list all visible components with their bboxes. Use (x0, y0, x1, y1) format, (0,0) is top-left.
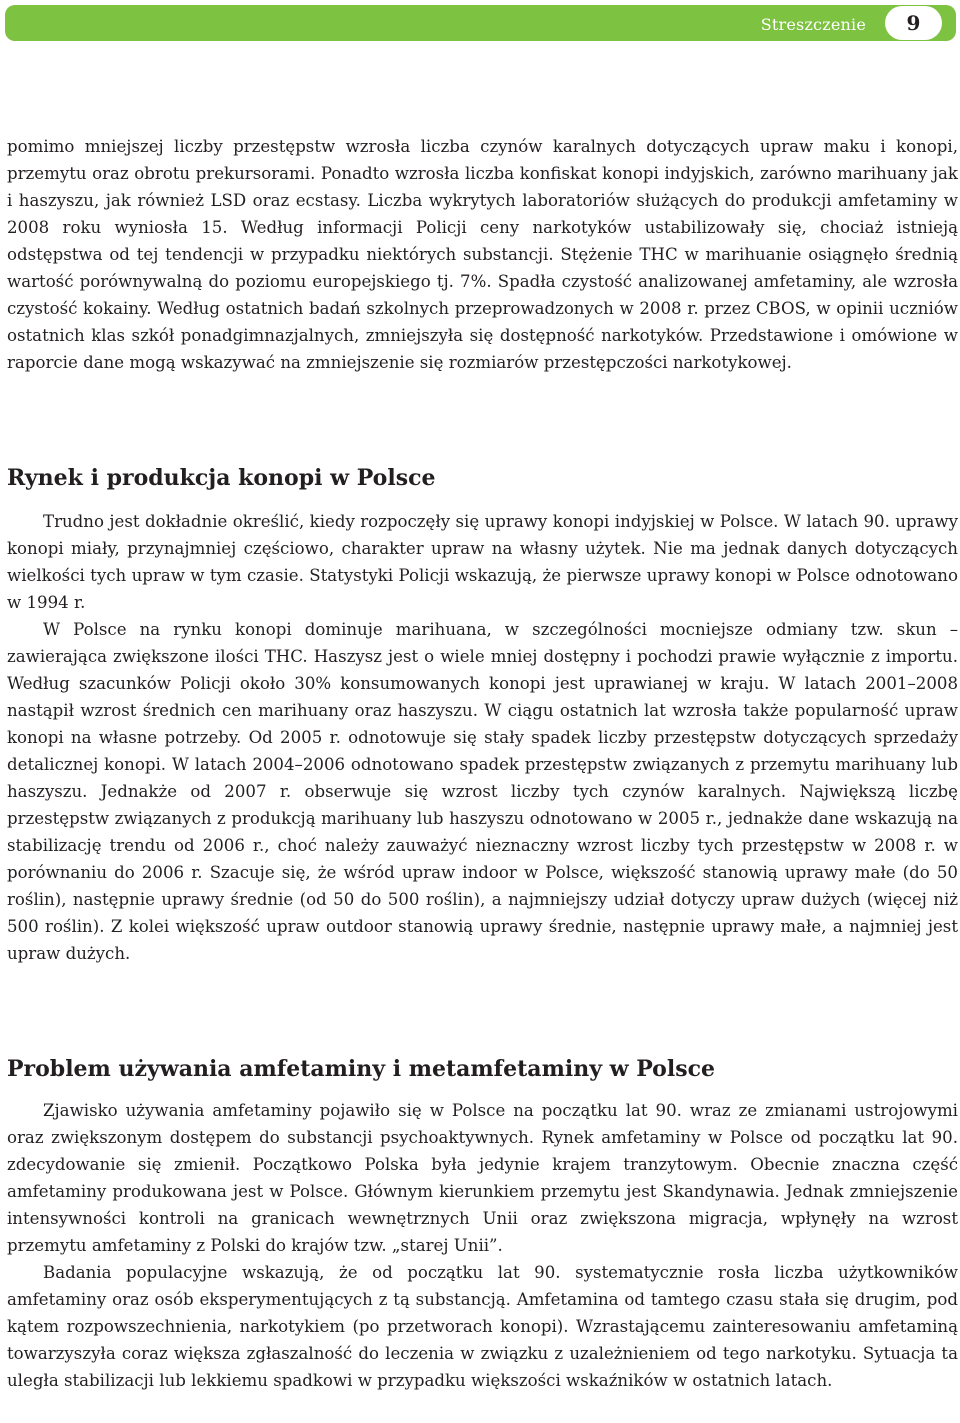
section-heading-amphetamine: Problem używania amfetaminy i metamfetaminy w Polsce (7, 1056, 715, 1082)
paragraph: Badania populacyjne wskazują, że od początku lat 90. systematycznie rosła liczba użytkowników amfetaminy oraz osób eksperymentujących z tą substancją. Amfetamina od tamtego czasu stała się drugim, pod kątem rozpowszechnienia, narkotykiem (po przetworach konopi). Wzrastającemu zainteresowaniu amfetaminą towarzyszyła coraz większa zgłaszalność do leczenia w związku z uzależnieniem od tego narkotyku. Sytuacja ta uległa stabilizacji lub lekkiemu spadkowi w przypadku większości wskaźników w ostatnich latach. (7, 1263, 958, 1390)
intro-paragraph: pomimo mniejszej liczby przestępstw wzrosła liczba czynów karalnych dotyczących upraw maku i konopi, przemytu oraz obrotu prekursorami. Ponadto wzrosła liczba konfiskat konopi indyjskich, zarówno marihuany jak i haszyszu, jak również LSD oraz ecstasy. Liczba wykrytych laboratoriów służących do produkcji amfetaminy w 2008 roku wyniosła 15. Według informacji Policji ceny narkotyków ustabilizowały się, chociaż istnieją odstępstwa od tej tendencji w przypadku niektórych substancji. Stężenie THC w marihuanie osiągnęło średnią wartość porównywalną do poziomu europejskiego tj. 7%. Spadła czystość analizowanej amfetaminy, ale wzrosła czystość kokainy. Według ostatnich badań szkolnych przeprowadzonych w 2008 r. przez CBOS, w opinii uczniów ostatnich klas szkół ponadgimnazjalnych, zmniejszyła się dostępność narkotyków. Przedstawione i omówione w raporcie dane mogą wskazywać na zmniejszenie się rozmiarów przestępczości narkotykowej. (7, 137, 958, 372)
paragraph: Zjawisko używania amfetaminy pojawiło się w Polsce na początku lat 90. wraz ze zmianami ustrojowymi oraz zwiększonym dostępem do substancji psychoaktywnych. Rynek amfetaminy w Polsce od początku lat 90. zdecydowanie się zmienił. Początkowo Polska była jedynie krajem tranzytowym. Obecnie znaczna część amfetaminy produkowana jest w Polsce. Głównym kierunkiem przemytu jest Skandynawia. Jednak zmniejszenie intensywności kontroli na granicach wewnętrznych Unii oraz zwiększona migracja, wpłynęły na wzrost przemytu amfetaminy z Polski do krajów tzw. „starej Unii”. (7, 1101, 958, 1255)
section-body-amphetamine (7, 1097, 958, 1394)
page-number: 9 (885, 6, 942, 40)
paragraph: W Polsce na rynku konopi dominuje marihuana, w szczególności mocniejsze odmiany tzw. skun – zawierająca zwiększone ilości THC. Haszysz jest o wiele mniej dostępny i pochodzi prawie wyłącznie z importu. Według szacunków Policji około 30% konsumowanych konopi jest uprawianej w kraju. W latach 2001–2008 nastąpił wzrost średnich cen marihuany oraz haszyszu. W ciągu ostatnich lat wzrosła także popularność upraw konopi na własne potrzeby. Od 2005 r. odnotowuje się stały spadek liczby przestępstw dotyczących sprzedaży detalicznej konopi. W latach 2004–2006 odnotowano spadek przestępstw związanych z przemytu marihuany lub haszyszu. Jednakże od 2007 r. obserwuje się wzrost liczby tych czynów karalnych. Największą liczbę przestępstw związanych z produkcją marihuany lub haszyszu odnotowano w 2005 r., jednakże dane wskazują na stabilizację trendu od 2006 r., choć należy zauważyć nieznaczny wzrost liczby tych przestępstw w 2008 r. w porównaniu do 2006 r. Szacuje się, że wśród upraw indoor w Polsce, większość stanowią uprawy małe (do 50 roślin), następnie uprawy średnie (od 50 do 500 roślin), a najmniejszy udział dotyczy upraw dużych (więcej niż 500 roślin). Z kolei większość upraw outdoor stanowią uprawy średnie, następnie uprawy małe, a najmniej jest upraw dużych. (7, 620, 958, 963)
intro-text (7, 133, 958, 376)
paragraph: Trudno jest dokładnie określić, kiedy rozpoczęły się uprawy konopi indyjskiej w Polsce. W latach 90. uprawy konopi miały, przynajmniej częściowo, charakter upraw na własny użytek. Nie ma jednak danych dotyczących wielkości tych upraw w tym czasie. Statystyki Policji wskazują, że pierwsze uprawy konopi w Polsce odnotowano w 1994 r. (7, 512, 958, 612)
running-header-bar (5, 5, 956, 41)
section-body-cannabis (7, 508, 958, 967)
running-header-title: Streszczenie (760, 15, 866, 34)
section-heading-cannabis: Rynek i produkcja konopi w Polsce (7, 465, 436, 491)
